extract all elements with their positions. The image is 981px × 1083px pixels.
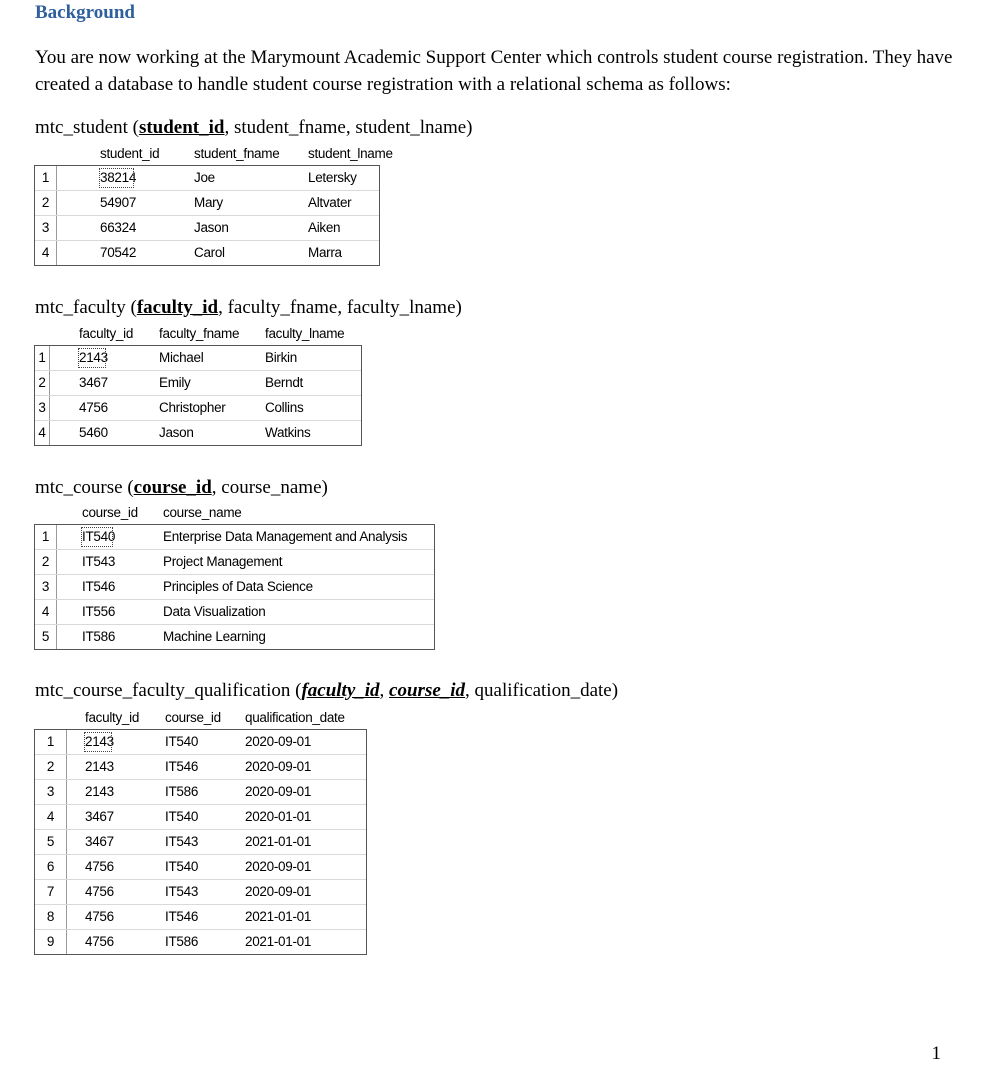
- student-schema: [35, 117, 472, 139]
- row-number: 2: [35, 191, 57, 215]
- table-cell[interactable]: Enterprise Data Management and Analysis: [163, 529, 408, 544]
- row-number: 4: [35, 241, 57, 265]
- table-cell[interactable]: Joe: [194, 170, 215, 185]
- table-cell[interactable]: 2021-01-01: [245, 934, 312, 949]
- table-row[interactable]: [35, 216, 379, 241]
- qualification-table: [34, 707, 367, 950]
- row-number: 3: [35, 575, 57, 599]
- table-cell[interactable]: Watkins: [265, 425, 311, 440]
- table-row[interactable]: [35, 780, 366, 805]
- table-cell[interactable]: 2143: [82, 730, 114, 754]
- table-row[interactable]: [35, 241, 379, 265]
- row-number: 3: [35, 780, 67, 804]
- table-header: [34, 323, 362, 345]
- table-row[interactable]: [35, 166, 379, 191]
- schema-name: mtc_course (: [35, 477, 134, 498]
- column-header: student_lname: [308, 146, 393, 161]
- section-heading: Background: [35, 2, 135, 23]
- table-cell[interactable]: IT540: [165, 859, 199, 874]
- table-cell[interactable]: IT586: [165, 934, 199, 949]
- qualification-schema: [35, 680, 618, 702]
- schema-attributes: , course_name): [211, 477, 328, 498]
- column-header: faculty_lname: [265, 326, 345, 341]
- table-cell[interactable]: 2020-09-01: [245, 884, 312, 899]
- table-row[interactable]: [35, 600, 434, 625]
- table-row[interactable]: [35, 575, 434, 600]
- table-body: [34, 729, 367, 955]
- course-table: [34, 502, 435, 648]
- table-row[interactable]: [35, 550, 434, 575]
- table-row[interactable]: [35, 930, 366, 954]
- table-row[interactable]: [35, 371, 361, 396]
- table-cell[interactable]: IT540: [79, 525, 115, 549]
- column-header: course_name: [163, 505, 242, 520]
- table-row[interactable]: [35, 625, 434, 649]
- table-cell[interactable]: IT543: [165, 834, 199, 849]
- column-header: student_id: [100, 146, 160, 161]
- student-table: [34, 143, 393, 266]
- table-row[interactable]: [35, 525, 434, 550]
- schema-attributes: , faculty_fname, faculty_lname): [218, 297, 462, 318]
- table-row[interactable]: [35, 730, 366, 755]
- table-cell[interactable]: Project Management: [163, 554, 283, 569]
- column-header: student_fname: [194, 146, 280, 161]
- table-cell[interactable]: 70542: [100, 245, 137, 260]
- table-body: [34, 524, 435, 650]
- table-body: [34, 165, 380, 266]
- table-row[interactable]: [35, 421, 361, 445]
- schema-key-course: course_id: [389, 680, 466, 701]
- table-cell[interactable]: 3467: [85, 809, 114, 824]
- table-cell[interactable]: 2021-01-01: [245, 834, 312, 849]
- table-cell[interactable]: IT546: [165, 909, 199, 924]
- table-cell[interactable]: Data Visualization: [163, 604, 266, 619]
- row-number: 3: [35, 396, 50, 420]
- schema-name: mtc_faculty (: [35, 297, 137, 318]
- table-cell[interactable]: Aiken: [308, 220, 341, 235]
- column-header: course_id: [165, 710, 221, 725]
- table-cell[interactable]: 4756: [85, 909, 114, 924]
- table-row[interactable]: [35, 755, 366, 780]
- schema-primary-key: faculty_id: [136, 297, 219, 318]
- table-header: [34, 707, 367, 729]
- row-number: 2: [35, 371, 50, 395]
- table-cell[interactable]: 4756: [79, 400, 108, 415]
- table-cell[interactable]: 3467: [79, 375, 108, 390]
- table-row[interactable]: [35, 855, 366, 880]
- table-cell[interactable]: Jason: [159, 425, 194, 440]
- row-number: 4: [35, 421, 50, 445]
- table-cell[interactable]: IT546: [165, 759, 199, 774]
- column-header: faculty_id: [79, 326, 134, 341]
- table-cell[interactable]: 5460: [79, 425, 108, 440]
- table-cell[interactable]: 2021-01-01: [245, 909, 312, 924]
- table-cell[interactable]: Birkin: [265, 350, 297, 365]
- course-schema: [35, 477, 328, 499]
- table-cell[interactable]: 2020-09-01: [245, 759, 312, 774]
- row-number: 5: [35, 830, 67, 854]
- schema-attributes: , student_fname, student_lname): [224, 117, 473, 138]
- table-row[interactable]: [35, 880, 366, 905]
- table-cell[interactable]: 38214: [97, 166, 136, 190]
- table-cell[interactable]: 54907: [100, 195, 137, 210]
- table-cell[interactable]: 4756: [85, 859, 114, 874]
- column-header: qualification_date: [245, 710, 345, 725]
- schema-key-faculty: faculty_id: [301, 680, 380, 701]
- row-number: 2: [35, 755, 67, 779]
- row-number: 4: [35, 600, 57, 624]
- table-cell[interactable]: Machine Learning: [163, 629, 266, 644]
- table-cell[interactable]: IT546: [82, 579, 116, 594]
- table-cell[interactable]: IT540: [165, 734, 199, 749]
- row-number: 6: [35, 855, 67, 879]
- table-header: [34, 143, 393, 165]
- table-cell[interactable]: 2020-09-01: [245, 734, 312, 749]
- table-cell[interactable]: 4756: [85, 934, 114, 949]
- table-cell[interactable]: 66324: [100, 220, 137, 235]
- table-cell[interactable]: 4756: [85, 884, 114, 899]
- schema-primary-key: student_id: [138, 117, 225, 138]
- faculty-table: [34, 323, 362, 446]
- table-cell[interactable]: Letersky: [308, 170, 357, 185]
- row-number: 2: [35, 550, 57, 574]
- table-cell[interactable]: IT543: [165, 884, 199, 899]
- row-number: 7: [35, 880, 67, 904]
- table-cell[interactable]: IT556: [82, 604, 116, 619]
- schema-name: mtc_course_faculty_qualification (: [35, 680, 302, 701]
- row-number: 1: [35, 730, 67, 754]
- table-cell[interactable]: Collins: [265, 400, 304, 415]
- table-cell[interactable]: Carol: [194, 245, 225, 260]
- table-header: [34, 502, 435, 524]
- table-cell[interactable]: 2143: [76, 346, 108, 370]
- table-cell[interactable]: 2020-09-01: [245, 784, 312, 799]
- table-cell[interactable]: Emily: [159, 375, 191, 390]
- table-cell[interactable]: Principles of Data Science: [163, 579, 313, 594]
- table-cell[interactable]: Christopher: [159, 400, 226, 415]
- table-cell[interactable]: IT540: [165, 809, 199, 824]
- table-row[interactable]: [35, 191, 379, 216]
- table-cell[interactable]: 2020-09-01: [245, 859, 312, 874]
- table-row[interactable]: [35, 830, 366, 855]
- schema-separator: ,: [379, 680, 390, 701]
- row-number: 1: [35, 525, 57, 549]
- table-cell[interactable]: Mary: [194, 195, 223, 210]
- column-header: faculty_id: [85, 710, 140, 725]
- table-cell[interactable]: 2020-01-01: [245, 809, 312, 824]
- table-cell[interactable]: IT586: [165, 784, 199, 799]
- row-number: 1: [35, 166, 57, 190]
- row-number: 3: [35, 216, 57, 240]
- row-number: 4: [35, 805, 67, 829]
- table-cell[interactable]: Jason: [194, 220, 229, 235]
- table-row[interactable]: [35, 805, 366, 830]
- faculty-schema: [35, 297, 462, 319]
- table-cell[interactable]: 2143: [85, 759, 114, 774]
- table-cell[interactable]: IT586: [82, 629, 116, 644]
- row-number: 1: [35, 346, 50, 370]
- table-cell[interactable]: Berndt: [265, 375, 303, 390]
- table-cell[interactable]: 3467: [85, 834, 114, 849]
- row-number: 9: [35, 930, 67, 954]
- column-header: faculty_fname: [159, 326, 240, 341]
- schema-name: mtc_student (: [35, 117, 139, 138]
- schema-attributes: , qualification_date): [465, 680, 619, 701]
- schema-primary-key: course_id: [133, 477, 212, 498]
- table-cell[interactable]: 2143: [85, 784, 114, 799]
- row-number: 5: [35, 625, 57, 649]
- intro-paragraph: You are now working at the Marymount Academic Support Center which controls student course registration. They have created a database to handle student course registration with a relational schema as follows:: [35, 47, 953, 95]
- table-row[interactable]: [35, 346, 361, 371]
- page-number: 1: [931, 1043, 941, 1064]
- column-header: course_id: [82, 505, 138, 520]
- row-number: 8: [35, 905, 67, 929]
- table-cell[interactable]: Marra: [308, 245, 342, 260]
- table-row[interactable]: [35, 905, 366, 930]
- table-body: [34, 345, 362, 446]
- table-cell[interactable]: IT543: [82, 554, 116, 569]
- table-cell[interactable]: Altvater: [308, 195, 352, 210]
- table-cell[interactable]: Michael: [159, 350, 204, 365]
- table-row[interactable]: [35, 396, 361, 421]
